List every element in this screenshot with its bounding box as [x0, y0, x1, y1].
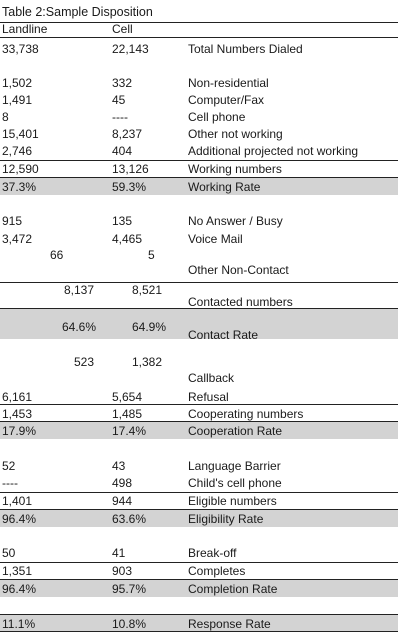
- row-cell-value: 135: [112, 214, 133, 228]
- row-label: Other not working: [188, 127, 283, 141]
- row-landline-value: 8,137: [64, 283, 95, 297]
- row-landline-value: 11.1%: [2, 617, 36, 631]
- row-landline-value: 15,401: [2, 127, 39, 141]
- row-label: Total Numbers Dialed: [188, 42, 303, 56]
- row-cell-value: 59.3%: [112, 180, 147, 194]
- header-landline: Landline: [2, 22, 48, 36]
- rule-line: [0, 160, 398, 161]
- rule-line: [0, 282, 398, 283]
- row-label: Working Rate: [188, 180, 261, 194]
- row-landline-value: 64.6%: [62, 320, 97, 334]
- rule-line: [0, 404, 398, 405]
- row-landline-value: 1,351: [2, 564, 33, 578]
- row-landline-value: 1,453: [2, 407, 33, 421]
- row-label: Cooperating numbers: [188, 407, 304, 421]
- row-label: Computer/Fax: [188, 93, 265, 107]
- row-cell-value: 45: [112, 93, 126, 107]
- rule-line: [0, 177, 398, 178]
- row-label: Cell phone: [188, 110, 246, 124]
- row-landline-value: 33,738: [2, 42, 39, 56]
- rule-line: [0, 631, 398, 632]
- row-landline-value: 96.4%: [2, 582, 37, 596]
- row-landline-value: 1,401: [2, 494, 33, 508]
- row-cell-value: 5,654: [112, 390, 143, 404]
- row-label: Response Rate: [188, 617, 271, 631]
- row-cell-value: 95.7%: [112, 582, 147, 596]
- row-landline-value: 8: [2, 110, 9, 124]
- row-label: Other Non-Contact: [188, 263, 289, 277]
- row-label: Cooperation Rate: [188, 424, 283, 438]
- rule-line: [0, 509, 398, 510]
- row-cell-value: ----: [112, 110, 128, 124]
- rule-line: [0, 562, 398, 563]
- rule-line: [0, 22, 398, 23]
- row-label: Contacted numbers: [188, 295, 293, 309]
- row-label: Completion Rate: [188, 582, 278, 596]
- row-cell-value: 22,143: [112, 42, 149, 56]
- row-cell-value: 43: [112, 459, 126, 473]
- row-landline-value: 1,491: [2, 93, 33, 107]
- row-landline-value: 2,746: [2, 144, 33, 158]
- row-landline-value: 17.9%: [2, 424, 37, 438]
- row-cell-value: 64.9%: [132, 320, 167, 334]
- row-cell-value: 10.8%: [112, 617, 147, 631]
- row-cell-value: 944: [112, 494, 133, 508]
- rule-line: [0, 492, 398, 493]
- rule-line: [0, 614, 398, 615]
- row-landline-value: 50: [2, 546, 16, 560]
- row-label: Language Barrier: [188, 459, 281, 473]
- row-cell-value: 5: [148, 248, 155, 262]
- rule-line: [0, 579, 398, 580]
- row-landline-value: 96.4%: [2, 512, 37, 526]
- row-landline-value: 66: [50, 248, 64, 262]
- row-landline-value: 12,590: [2, 162, 39, 176]
- row-label: Completes: [188, 564, 246, 578]
- row-label: Voice Mail: [188, 232, 243, 246]
- row-cell-value: 8,237: [112, 127, 143, 141]
- row-label: Refusal: [188, 390, 229, 404]
- row-cell-value: 404: [112, 144, 133, 158]
- row-cell-value: 1,485: [112, 407, 143, 421]
- row-cell-value: 13,126: [112, 162, 149, 176]
- row-landline-value: 523: [74, 355, 95, 369]
- row-label: Eligibility Rate: [188, 512, 264, 526]
- row-landline-value: 915: [2, 214, 23, 228]
- row-cell-value: 1,382: [132, 355, 163, 369]
- row-landline-value: 3,472: [2, 232, 33, 246]
- row-cell-value: 498: [112, 476, 133, 490]
- row-landline-value: 37.3%: [2, 180, 37, 194]
- row-label: Eligible numbers: [188, 494, 277, 508]
- row-label: Child's cell phone: [188, 476, 282, 490]
- row-label: Additional projected not working: [188, 144, 359, 158]
- row-landline-value: ----: [2, 476, 18, 490]
- row-cell-value: 903: [112, 564, 133, 578]
- row-cell-value: 17.4%: [112, 424, 147, 438]
- row-cell-value: 4,465: [112, 232, 143, 246]
- row-landline-value: 1,502: [2, 76, 33, 90]
- row-cell-value: 332: [112, 76, 133, 90]
- row-label: Contact Rate: [188, 328, 259, 342]
- table-title: Table 2:Sample Disposition: [2, 5, 153, 19]
- row-label: Non-residential: [188, 76, 269, 90]
- row-label: Callback: [188, 371, 235, 385]
- row-cell-value: 63.6%: [112, 512, 147, 526]
- row-landline-value: 6,161: [2, 390, 33, 404]
- row-landline-value: 52: [2, 459, 16, 473]
- row-cell-value: 8,521: [132, 283, 163, 297]
- header-cell: Cell: [112, 22, 133, 36]
- row-label: Working numbers: [188, 162, 282, 176]
- row-label: Break-off: [188, 546, 237, 560]
- rule-line: [0, 421, 398, 422]
- row-label: No Answer / Busy: [188, 214, 283, 228]
- rule-line: [0, 37, 398, 38]
- row-cell-value: 41: [112, 546, 126, 560]
